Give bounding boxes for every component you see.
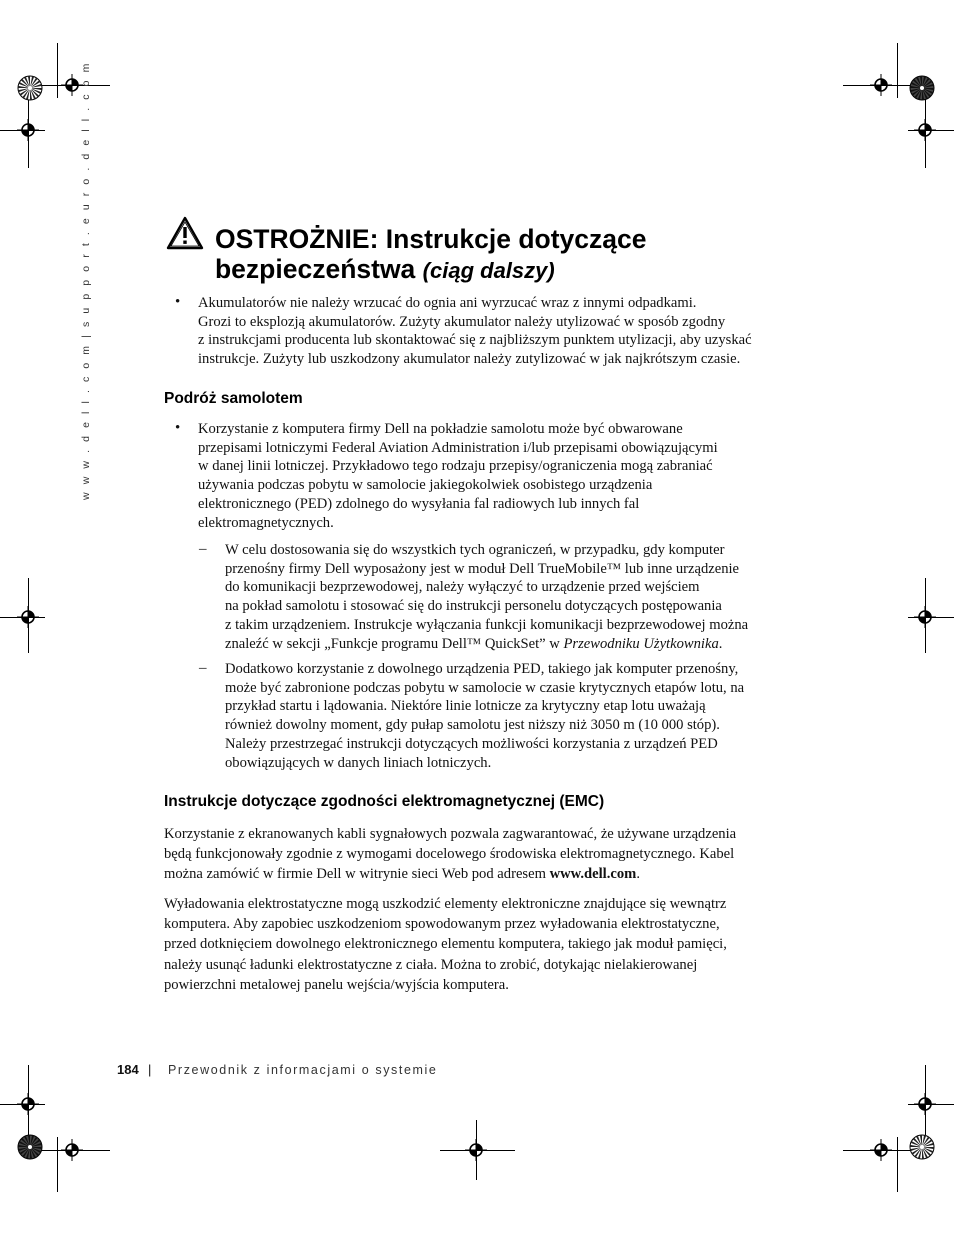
text-line: Korzystanie z komputera firmy Dell na pokładzie samolotu może być obwarowane [198, 421, 683, 437]
emc-paragraph-2 [164, 894, 727, 995]
text-line: . [636, 866, 640, 882]
text-line: z instrukcjami producenta lub skontaktować się z najbliższym punktem utylizacji, aby uzyskać [198, 332, 752, 349]
registration-crosshair-icon [61, 1139, 83, 1161]
text-line: elektromagnetycznych. [198, 514, 334, 531]
registration-crosshair-icon [870, 1139, 892, 1161]
section-heading-air-travel: Podróż samolotem [164, 390, 303, 407]
heading-line-1: OSTROŻNIE: Instrukcje dotyczące [215, 224, 647, 254]
registration-starburst-icon [17, 75, 43, 101]
text-line: obowiązujących w danych liniach lotniczych. [225, 754, 492, 771]
footer-separator: | [148, 1062, 152, 1077]
dash-marker: – [199, 541, 207, 557]
registration-crosshair-icon [17, 1093, 39, 1115]
crop-mark-line [897, 43, 898, 98]
website-link[interactable]: www.dell.com [549, 866, 637, 882]
text-line: instrukcje. Zużyty lub uszkodzony akumulator należy zutylizować w jak najkrótszym czasie. [198, 351, 741, 368]
text-line: do komunikacji bezprzewodowej, należy wyłączyć to urządzenie przed wejściem [225, 579, 700, 596]
registration-crosshair-icon [914, 119, 936, 141]
registration-crosshair-icon [914, 606, 936, 628]
text-line: przenośny firmy Dell wyposażony jest w moduł Dell TrueMobile™ lub inne urządzenie [225, 560, 740, 577]
registration-starburst-icon [909, 1134, 935, 1160]
crop-mark-line [57, 1137, 58, 1192]
text-line: można zamówić w firmie Dell w witrynie sieci Web pod adresem [164, 866, 550, 882]
heading-continued: (ciąg dalszy) [422, 258, 555, 283]
wireless-subitem [225, 541, 748, 653]
warning-triangle-icon [166, 216, 204, 250]
text-line: elektronicznego (PED) zdolnego do wysyłania fal radiowych lub innych fal [198, 495, 640, 512]
text-line: przed dotknięciem dowolnego elektronicznego elementu komputera, takiego jak moduł pamięci, [164, 936, 727, 953]
text-line: Akumulatorów nie należy wrzucać do ognia ani wyrzucać wraz z innymi odpadkami. [198, 295, 697, 311]
text-line: Wyładowania elektrostatyczne mogą uszkodzić elementy elektroniczne znajdujące się wewnątrz [164, 896, 727, 912]
heading-line-2: bezpieczeństwa [215, 254, 416, 284]
text-line: powierzchni metalowej panelu wejścia/wyjścia komputera. [164, 976, 509, 993]
ped-subitem [225, 660, 744, 772]
side-url: w w w . d e l l . c o m | s u p p o r t . e u r o . d e l l . c o m [80, 61, 92, 500]
registration-starburst-icon [17, 1134, 43, 1160]
registration-crosshair-icon [914, 1093, 936, 1115]
text-line: komputera. Aby zapobiec uszkodzeniom spowodowanym przez wyładowania elektrostatyczne, [164, 916, 720, 933]
registration-crosshair-icon [870, 74, 892, 96]
page-number: 184 [117, 1062, 139, 1077]
text-line: Należy przestrzegać instrukcji dotyczących możliwości korzystania z urządzeń PED [225, 735, 718, 752]
registration-starburst-icon [909, 75, 935, 101]
text-line: będą funkcjonowały zgodnie z wymogami docelowego środowiska elektromagnetycznego. Kabel [164, 846, 735, 862]
text-line: należy usunąć ładunki elektrostatyczne z ciała. Można to zrobić, dotykając nielakierowanej [164, 956, 698, 973]
section-heading-emc: Instrukcje dotyczące zgodności elektromagnetycznej (EMC) [164, 793, 605, 810]
emc-paragraph-1 [164, 824, 736, 884]
text-line: na pokład samolotu i stosować się do instrukcji personelu dotyczących postępowania [225, 598, 722, 615]
text-line: przykład startu i lądowania. Niektóre linie lotnicze za krytyczny etap lotu uważają [225, 698, 706, 715]
text-line: Dodatkowo korzystanie z dowolnego urządzenia PED, takiego jak komputer przenośny, [225, 661, 739, 677]
air-travel-bullet [198, 420, 718, 532]
text-line: . [718, 635, 723, 652]
registration-crosshair-icon [17, 119, 39, 141]
crop-mark-line [897, 1137, 898, 1192]
guide-reference: Przewodniku Użytkownika [563, 635, 719, 652]
text-line: również dowolny moment, gdy pułap samolotu jest niższy niż 3050 m (10 000 stóp). [225, 717, 720, 734]
text-line: może być zabronione podczas pobytu w samolocie w czasie krytycznych etapów lotu, na [225, 679, 745, 696]
registration-crosshair-icon [465, 1139, 487, 1161]
text-line: Korzystanie z ekranowanych kabli sygnałowych pozwala zagwarantować, że używane urządzenia [164, 826, 737, 842]
text-line: przepisami lotniczymi Federal Aviation Administration i/lub przepisami obowiązującymi [198, 439, 718, 456]
bullet-marker: • [175, 420, 181, 436]
text-line: z takim urządzeniem. Instrukcje wyłączania funkcji komunikacji bezprzewodowej można [225, 616, 749, 633]
text-line: używania podczas pobytu w samolocie jakiegokolwiek osobistego urządzenia [198, 477, 653, 494]
dash-marker: – [199, 660, 207, 676]
registration-crosshair-icon [17, 606, 39, 628]
text-line: w danej linii lotniczej. Przykładowo tego rodzaju przepisy/ograniczenia mogą zabraniać [198, 458, 713, 475]
text-line: znaleźć w sekcji „Funkcje programu Dell™ QuickSet” w [225, 635, 564, 652]
text-line: W celu dostosowania się do wszystkich tych ograniczeń, w przypadku, gdy komputer [225, 542, 725, 558]
bullet-marker: • [175, 294, 181, 310]
battery-bullet [198, 294, 752, 369]
crop-mark-line [57, 43, 58, 98]
page-heading [215, 224, 815, 286]
text-line: Grozi to eksplozją akumulatorów. Zużyty akumulator należy utylizować w sposób zgodny [198, 313, 726, 330]
footer-title: Przewodnik z informacjami o systemie [168, 1063, 438, 1077]
